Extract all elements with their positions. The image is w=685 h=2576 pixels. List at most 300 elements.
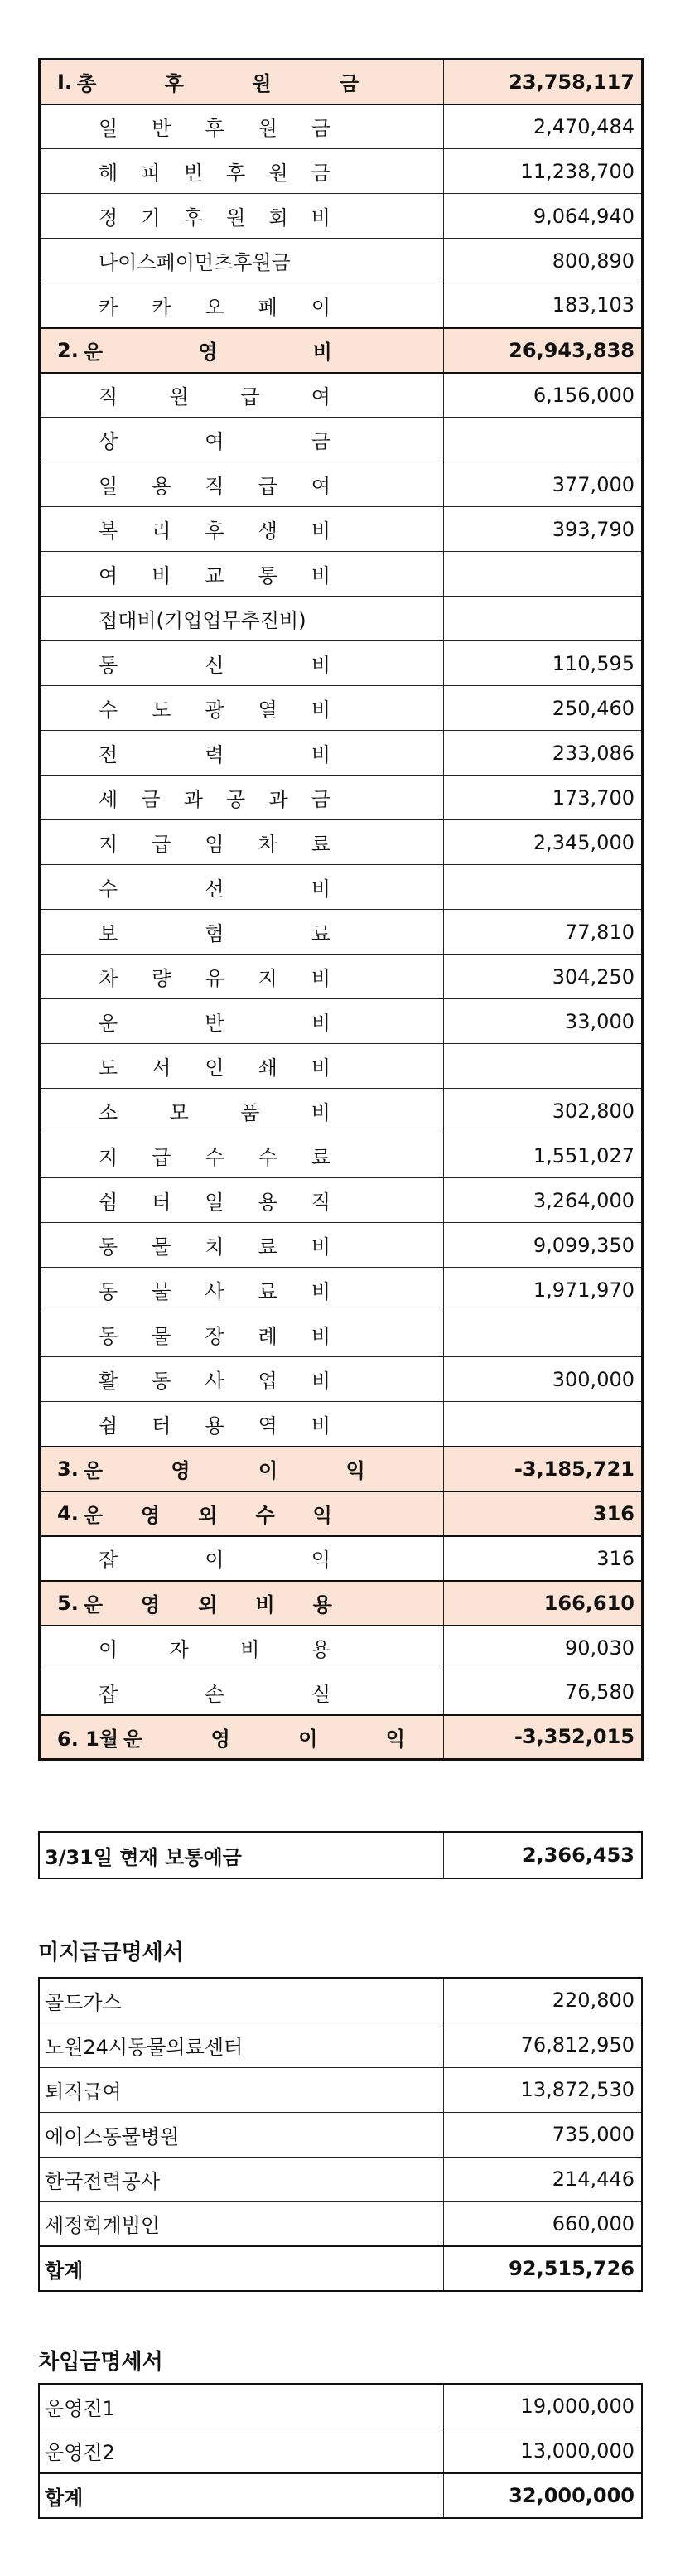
label-char: 원 <box>226 206 246 230</box>
label-char: 비 <box>311 1235 330 1259</box>
label-char: 리 <box>152 520 171 543</box>
label-char: 품 <box>240 1101 260 1124</box>
item-label <box>40 955 444 999</box>
item-value: 800,890 <box>444 239 643 283</box>
section-label <box>40 1447 444 1491</box>
unpaid-total-row <box>39 2246 642 2291</box>
label-char: 동 <box>99 1325 118 1348</box>
income-statement <box>38 58 641 1761</box>
item-row <box>40 1536 643 1581</box>
item-value: 302,800 <box>444 1089 643 1133</box>
label-char: 급 <box>152 833 171 856</box>
label-char: 운 <box>83 341 104 364</box>
item-label <box>40 283 444 328</box>
label-char: 이 <box>298 1727 318 1751</box>
item-row <box>40 373 643 418</box>
item-row <box>40 776 643 820</box>
label-char: 이 <box>205 1549 224 1572</box>
section-number: 2. <box>57 338 79 362</box>
label-char: 영 <box>198 341 218 364</box>
label-char: 비 <box>311 1414 330 1438</box>
item-row <box>40 597 643 641</box>
label-char: 용 <box>205 1414 224 1438</box>
section-value: -3,185,721 <box>444 1447 643 1491</box>
row-label: 운영진2 <box>39 2429 443 2473</box>
label-char: 차 <box>258 833 277 856</box>
table-row <box>39 2112 642 2157</box>
label-char: 카 <box>152 295 171 319</box>
row-value: 19,000,000 <box>443 2384 642 2429</box>
section-row <box>40 1715 643 1760</box>
item-value <box>444 865 643 910</box>
item-value: 3,264,000 <box>444 1178 643 1223</box>
label-char: 과 <box>268 788 288 811</box>
unpaid-total-label: 합계 <box>39 2246 443 2291</box>
label-char: 복 <box>99 520 118 543</box>
item-value: 11,238,700 <box>444 149 643 194</box>
label-char: 신 <box>205 654 224 677</box>
label-char: 금 <box>141 788 161 811</box>
label-char: 광 <box>205 698 224 722</box>
label-char: 일 <box>205 1191 224 1214</box>
label-char: 생 <box>258 520 277 543</box>
label-char: 료 <box>311 922 330 945</box>
section-label <box>40 60 444 104</box>
label-char: 임 <box>205 833 224 856</box>
label-char: 모 <box>169 1101 189 1124</box>
item-row <box>40 462 643 507</box>
row-label: 한국전력공사 <box>39 2157 443 2201</box>
item-row <box>40 1178 643 1223</box>
item-label <box>40 104 444 149</box>
item-value: 9,099,350 <box>444 1223 643 1268</box>
item-row <box>40 865 643 910</box>
balance-label: 3/31일 현재 보통예금 <box>39 1832 443 1878</box>
label-char: 쇄 <box>258 1056 277 1080</box>
label-char: 해 <box>99 162 118 185</box>
label-char: 비 <box>311 1012 330 1035</box>
row-value: 13,000,000 <box>443 2429 642 2473</box>
row-value: 214,446 <box>443 2157 642 2201</box>
balance-value: 2,366,453 <box>443 1832 642 1878</box>
label-char: 이 <box>258 1459 278 1482</box>
label-char: 전 <box>99 743 118 766</box>
label-char: 서 <box>152 1056 171 1080</box>
item-label <box>40 731 444 776</box>
label-char: 유 <box>205 967 224 990</box>
label-char: 카 <box>99 295 118 319</box>
section-number: Ⅰ. <box>57 70 73 94</box>
label-char: 금 <box>311 430 330 453</box>
label-char: 이 <box>99 1638 118 1662</box>
label-char: 직 <box>205 475 224 498</box>
item-label <box>40 239 444 283</box>
label-char: 비 <box>311 1280 330 1303</box>
row-value: 735,000 <box>443 2112 642 2157</box>
income-statement-table <box>38 58 644 1761</box>
label-char: 오 <box>205 295 224 319</box>
section-value: -3,352,015 <box>444 1715 643 1760</box>
item-label <box>40 1268 444 1312</box>
label-char: 후 <box>226 162 246 185</box>
section-number: 3. <box>57 1457 79 1481</box>
label-char: 여 <box>99 564 118 587</box>
label-char: 잡 <box>99 1549 118 1572</box>
label-char: 비 <box>311 1101 330 1124</box>
item-row <box>40 1044 643 1089</box>
item-label <box>40 865 444 910</box>
item-row <box>40 1357 643 1402</box>
label-char: 비 <box>311 743 330 766</box>
item-row <box>40 239 643 283</box>
item-label <box>40 1178 444 1223</box>
table-row <box>39 2023 642 2067</box>
label-char: 력 <box>205 743 224 766</box>
label-char: 량 <box>152 967 171 990</box>
label-char: 후 <box>183 206 203 230</box>
unpaid-title: 미지급금명세서 <box>38 1940 184 1965</box>
section-label <box>40 1491 444 1536</box>
label-char: 외 <box>198 1504 218 1527</box>
item-value <box>444 1402 643 1447</box>
label-char: 원 <box>258 117 277 141</box>
label-char: 통 <box>99 654 118 677</box>
section-label <box>40 1715 444 1760</box>
label-char: 총 <box>77 72 97 96</box>
row-value: 76,812,950 <box>443 2023 642 2067</box>
item-row <box>40 910 643 955</box>
section-number: 4. <box>57 1501 79 1525</box>
item-value: 9,064,940 <box>444 194 643 239</box>
label-char: 이 <box>311 295 330 319</box>
table-row <box>39 2067 642 2112</box>
label-char: 쉼 <box>99 1414 118 1438</box>
label-char: 과 <box>183 788 203 811</box>
label-char: 일 <box>99 475 118 498</box>
label-char: 운 <box>83 1504 104 1527</box>
label-char: 물 <box>152 1235 171 1259</box>
label-char: 교 <box>205 564 224 587</box>
label-char: 인 <box>205 1056 224 1080</box>
item-row <box>40 149 643 194</box>
item-value: 6,156,000 <box>444 373 643 418</box>
label-char: 수 <box>255 1504 275 1527</box>
label-char: 보 <box>99 922 118 945</box>
item-row <box>40 104 643 149</box>
row-label: 세정회계법인 <box>39 2201 443 2246</box>
item-row <box>40 1626 643 1670</box>
section-number: 6. 1월 <box>57 1727 119 1751</box>
table-row <box>39 2201 642 2246</box>
item-value: 2,470,484 <box>444 104 643 149</box>
income-statement-body <box>40 60 643 1760</box>
label-char: 례 <box>258 1325 277 1348</box>
label-char: 익 <box>345 1459 365 1482</box>
label-char: 비 <box>240 1638 260 1662</box>
label-char: 후 <box>205 117 224 141</box>
item-row <box>40 1089 643 1133</box>
item-label <box>40 507 444 552</box>
loan-total-row <box>39 2473 642 2518</box>
label-char: 비 <box>311 564 330 587</box>
label-char: 비 <box>311 1370 330 1393</box>
section-row <box>40 1581 643 1626</box>
item-row <box>40 507 643 552</box>
label-char: 회 <box>268 206 288 230</box>
label-char: 료 <box>311 1146 330 1169</box>
label-char: 반 <box>205 1012 224 1035</box>
item-label <box>40 641 444 686</box>
label-char: 터 <box>152 1414 171 1438</box>
loan-total-value: 32,000,000 <box>443 2473 642 2518</box>
label-char: 반 <box>152 117 171 141</box>
item-row <box>40 1312 643 1357</box>
table-row <box>39 2384 642 2429</box>
item-label <box>40 1536 444 1581</box>
label-char: 수 <box>258 1146 277 1169</box>
label-text: 접대비(기업업무추진비) <box>99 609 306 632</box>
label-char: 지 <box>99 833 118 856</box>
row-value: 13,872,530 <box>443 2067 642 2112</box>
label-char: 금 <box>311 788 330 811</box>
label-char: 장 <box>205 1325 224 1348</box>
label-char: 급 <box>152 1146 171 1169</box>
item-row <box>40 1268 643 1312</box>
item-row <box>40 552 643 597</box>
label-char: 비 <box>255 1593 275 1617</box>
label-char: 일 <box>99 117 118 141</box>
item-row <box>40 731 643 776</box>
item-value: 110,595 <box>444 641 643 686</box>
label-char: 동 <box>99 1235 118 1259</box>
table-row <box>39 2157 642 2201</box>
item-value: 250,460 <box>444 686 643 731</box>
row-label: 운영진1 <box>39 2384 443 2429</box>
label-char: 익 <box>312 1504 332 1527</box>
label-char: 여 <box>311 475 330 498</box>
section-row <box>40 1447 643 1491</box>
label-char: 료 <box>258 1280 277 1303</box>
label-char: 차 <box>99 967 118 990</box>
table-row <box>39 2429 642 2473</box>
item-value: 393,790 <box>444 507 643 552</box>
label-char: 페 <box>258 295 277 319</box>
item-row <box>40 1402 643 1447</box>
item-label <box>40 373 444 418</box>
label-char: 물 <box>152 1325 171 1348</box>
item-row <box>40 955 643 999</box>
label-char: 영 <box>171 1459 191 1482</box>
item-value <box>444 552 643 597</box>
label-char: 비 <box>311 654 330 677</box>
label-char: 물 <box>152 1280 171 1303</box>
unpaid-table <box>38 1977 643 2292</box>
label-char: 여 <box>205 430 224 453</box>
item-row <box>40 1670 643 1715</box>
item-value: 316 <box>444 1536 643 1581</box>
label-char: 도 <box>152 698 171 722</box>
label-char: 통 <box>258 564 277 587</box>
section-label <box>40 1581 444 1626</box>
label-char: 급 <box>240 385 260 409</box>
item-label <box>40 1312 444 1357</box>
label-char: 운 <box>99 1012 118 1035</box>
label-char: 자 <box>169 1638 189 1662</box>
item-row <box>40 820 643 865</box>
label-char: 치 <box>205 1235 224 1259</box>
label-char: 상 <box>99 430 118 453</box>
item-value: 377,000 <box>444 462 643 507</box>
item-label <box>40 1626 444 1670</box>
unpaid-statement <box>38 1977 641 2292</box>
section-value: 26,943,838 <box>444 328 643 373</box>
label-char: 용 <box>311 1638 330 1662</box>
label-char: 터 <box>152 1191 171 1214</box>
label-char: 세 <box>99 788 118 811</box>
item-value: 90,030 <box>444 1626 643 1670</box>
label-char: 직 <box>311 1191 330 1214</box>
label-char: 원 <box>268 162 288 185</box>
label-char: 익 <box>311 1549 330 1572</box>
label-char: 용 <box>152 475 171 498</box>
row-label: 골드가스 <box>39 1978 443 2023</box>
label-char: 잡 <box>99 1682 118 1706</box>
item-row <box>40 641 643 686</box>
section-value: 166,610 <box>444 1581 643 1626</box>
label-char: 영 <box>141 1504 161 1527</box>
item-value: 2,345,000 <box>444 820 643 865</box>
section-number: 5. <box>57 1591 79 1615</box>
label-char: 비 <box>152 564 171 587</box>
label-char: 사 <box>205 1280 224 1303</box>
section-row <box>40 60 643 104</box>
label-char: 피 <box>141 162 161 185</box>
label-char: 후 <box>164 72 184 96</box>
label-char: 비 <box>311 520 330 543</box>
label-char: 금 <box>339 72 359 96</box>
label-char: 운 <box>83 1459 104 1482</box>
label-char: 비 <box>311 698 330 722</box>
balance-table <box>38 1831 643 1879</box>
item-value: 233,086 <box>444 731 643 776</box>
item-row <box>40 283 643 328</box>
section-value: 316 <box>444 1491 643 1536</box>
item-label <box>40 418 444 462</box>
item-value: 173,700 <box>444 776 643 820</box>
item-label <box>40 999 444 1044</box>
label-char: 용 <box>312 1593 332 1617</box>
label-char: 여 <box>311 385 330 409</box>
row-label: 퇴직급여 <box>39 2067 443 2112</box>
item-label <box>40 194 444 239</box>
label-char: 수 <box>99 877 118 901</box>
item-label <box>40 462 444 507</box>
item-value: 76,580 <box>444 1670 643 1715</box>
balance-box <box>38 1831 641 1879</box>
label-char: 용 <box>258 1191 277 1214</box>
item-row <box>40 194 643 239</box>
item-label <box>40 149 444 194</box>
label-char: 후 <box>205 520 224 543</box>
unpaid-total-value: 92,515,726 <box>443 2246 642 2291</box>
item-value <box>444 418 643 462</box>
item-value: 77,810 <box>444 910 643 955</box>
item-label <box>40 1223 444 1268</box>
item-value: 33,000 <box>444 999 643 1044</box>
label-char: 도 <box>99 1056 118 1080</box>
label-char: 열 <box>258 698 277 722</box>
item-value: 1,971,970 <box>444 1268 643 1312</box>
loan-title: 차입금명세서 <box>38 2350 163 2375</box>
item-label <box>40 1670 444 1715</box>
loan-body <box>39 2384 642 2473</box>
item-label <box>40 820 444 865</box>
section-row <box>40 1491 643 1536</box>
item-row <box>40 999 643 1044</box>
label-char: 손 <box>205 1682 224 1706</box>
label-char: 영 <box>141 1593 161 1617</box>
item-label <box>40 1044 444 1089</box>
label-char: 지 <box>258 967 277 990</box>
item-row <box>40 686 643 731</box>
label-char: 선 <box>205 877 224 901</box>
item-value: 183,103 <box>444 283 643 328</box>
label-char: 업 <box>258 1370 277 1393</box>
label-char: 운 <box>123 1727 143 1751</box>
loan-statement <box>38 2383 641 2519</box>
label-char: 사 <box>205 1370 224 1393</box>
item-label <box>40 1402 444 1447</box>
label-char: 역 <box>258 1414 277 1438</box>
item-value: 300,000 <box>444 1357 643 1402</box>
label-char: 직 <box>99 385 118 409</box>
item-label <box>40 910 444 955</box>
label-char: 원 <box>252 72 272 96</box>
item-value <box>444 597 643 641</box>
label-char: 비 <box>311 1056 330 1080</box>
label-char: 험 <box>205 922 224 945</box>
label-char: 외 <box>198 1593 218 1617</box>
item-label <box>40 686 444 731</box>
label-char: 금 <box>311 117 330 141</box>
label-char: 정 <box>99 206 118 230</box>
row-value: 220,800 <box>443 1978 642 2023</box>
section-row <box>40 328 643 373</box>
label-char: 영 <box>210 1727 230 1751</box>
row-label: 에이스동물병원 <box>39 2112 443 2157</box>
item-label <box>40 1089 444 1133</box>
loan-total-label: 합계 <box>39 2473 443 2518</box>
label-char: 금 <box>311 162 330 185</box>
balance-row <box>39 1832 642 1878</box>
label-char: 수 <box>99 698 118 722</box>
label-char: 비 <box>311 967 330 990</box>
row-value: 660,000 <box>443 2201 642 2246</box>
label-char: 비 <box>311 1325 330 1348</box>
label-char: 쉼 <box>99 1191 118 1214</box>
label-char: 동 <box>152 1370 171 1393</box>
label-text: 나이스페이먼츠후원금 <box>99 251 291 274</box>
label-char: 비 <box>311 877 330 901</box>
label-char: 수 <box>205 1146 224 1169</box>
item-value: 304,250 <box>444 955 643 999</box>
label-char: 지 <box>99 1146 118 1169</box>
table-row <box>39 1978 642 2023</box>
label-char: 공 <box>226 788 246 811</box>
label-char: 소 <box>99 1101 118 1124</box>
unpaid-body <box>39 1978 642 2246</box>
item-value <box>444 1312 643 1357</box>
